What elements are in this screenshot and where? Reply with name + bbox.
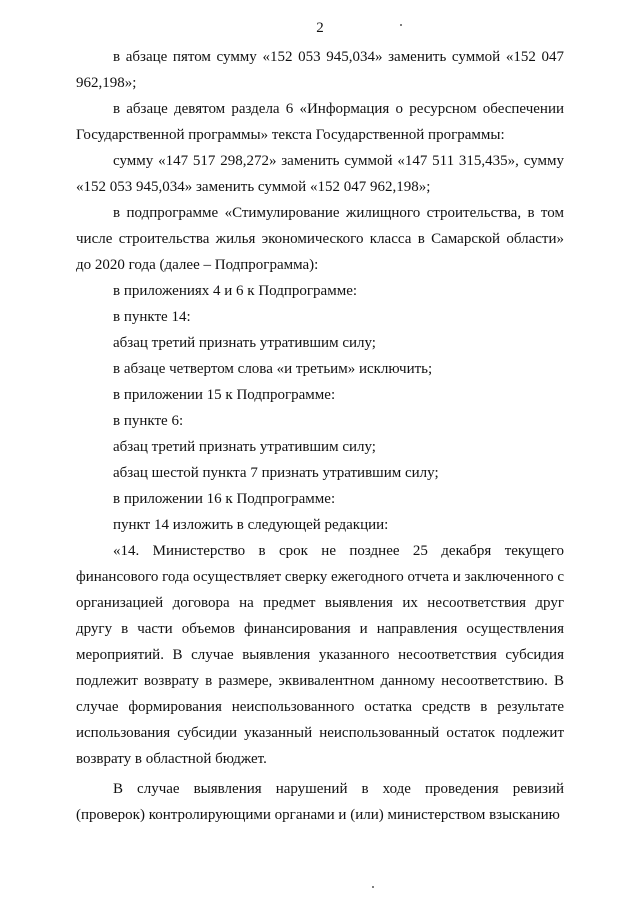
page-number: 2: [316, 20, 324, 36]
paragraph: в приложениях 4 и 6 к Подпрограмме:: [113, 283, 358, 299]
paragraph: сумму «147 517 298,272» заменить суммой «147 511 315,435», сумму «152 053 945,034» заменить суммой «152 047 962,198»;: [76, 153, 564, 195]
paragraph: в приложении 16 к Подпрограмме:: [113, 491, 336, 507]
scan-speck: [400, 24, 402, 26]
paragraph: в пункте 6:: [113, 413, 184, 429]
paragraph: в абзаце девятом раздела 6 «Информация о ресурсном обеспечении Государственной программы» текста Государственной программы:: [76, 101, 564, 143]
paragraph: в приложении 15 к Подпрограмме:: [113, 387, 336, 403]
paragraph: абзац третий признать утратившим силу;: [113, 439, 376, 455]
paragraph: в подпрограмме «Стимулирование жилищного строительства, в том числе строительства жилья экономического класса в Самарской области» до 2020 года (далее – Подпрограмма):: [76, 205, 564, 273]
document-body: [76, 44, 564, 828]
paragraph: «14. Министерство в срок не позднее 25 декабря текущего финансового года осуществляет сверку ежегодного отчета и заключенного с организацией договора на предмет выявления их несоответствия друг другу в части объемов финансирования и направления осуществления мероприятий. В случае выявления указанного несоответствия субсидия подлежит возврату в размере, эквивалентном данному несоответствию. В случае формирования неиспользованного остатка средств в результате использования субсидии указанный неиспользованный остаток подлежит возврату в областной бюджет.: [76, 543, 564, 767]
paragraph: пункт 14 изложить в следующей редакции:: [113, 517, 389, 533]
paragraph: абзац третий признать утратившим силу;: [113, 335, 376, 351]
scan-speck: [372, 886, 374, 888]
paragraph: абзац шестой пункта 7 признать утратившим силу;: [113, 465, 439, 481]
paragraph: в абзаце четвертом слова «и третьим» исключить;: [113, 361, 433, 377]
paragraph: в пункте 14:: [113, 309, 191, 325]
paragraph: В случае выявления нарушений в ходе проведения ревизий (проверок) контролирующими органами и (или) министерством взысканию: [76, 781, 564, 823]
paragraph: в абзаце пятом сумму «152 053 945,034» заменить суммой «152 047 962,198»;: [76, 49, 564, 91]
